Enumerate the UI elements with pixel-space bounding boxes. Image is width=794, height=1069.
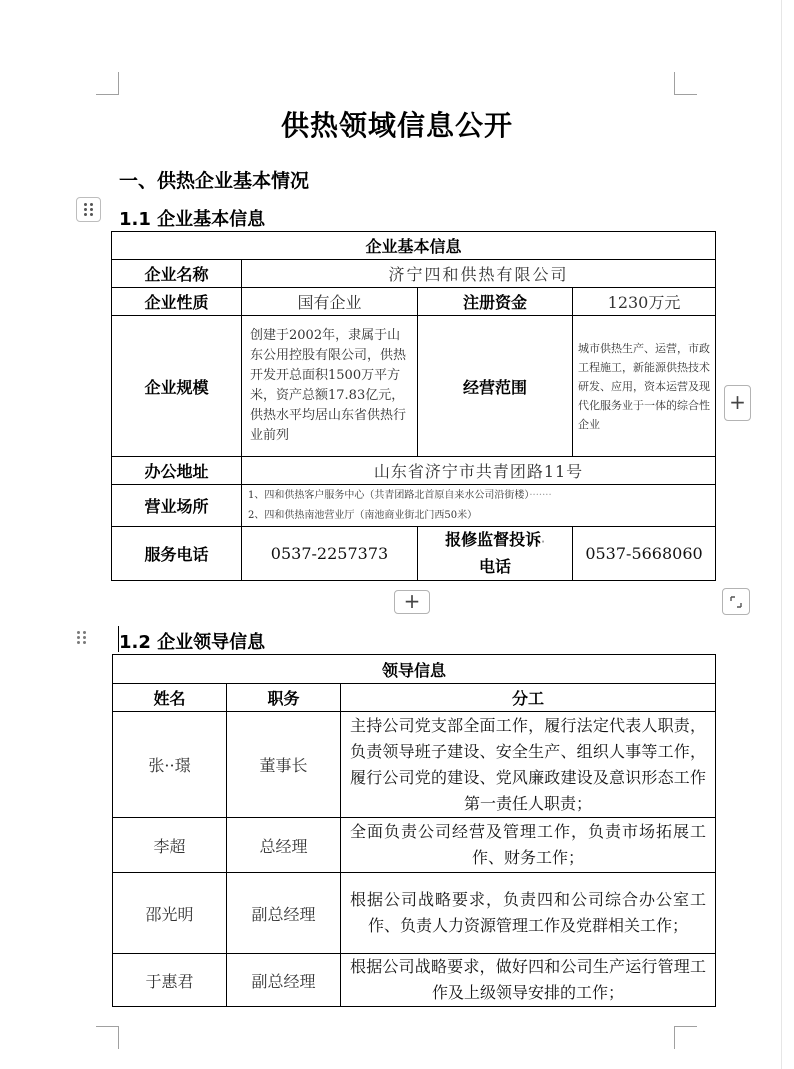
office-address-label: 办公地址 xyxy=(112,457,242,485)
venue-line-1: 1、四和供热客户服务中心（共青团路北首原自来水公司沿街楼）······· xyxy=(248,489,552,501)
business-scope-value: 城市供热生产、运营，市政工程施工，新能源供热技术研发、应用，资本运营及现代化服务业于一体的综合性企业 xyxy=(573,316,716,457)
leader-name: 邵光明 xyxy=(113,873,227,954)
venue-line-2: 2、四和供热南池营业厅（南池商业街北门西50米） xyxy=(248,509,478,521)
page-corner-bottom-left xyxy=(96,1026,119,1049)
leader-title: 董事长 xyxy=(227,712,341,818)
leaders-table xyxy=(112,654,716,1007)
company-name-value: 济宁四和供热有限公司 xyxy=(242,260,716,288)
leader-duty: 根据公司战略要求，做好四和公司生产运行管理工作及上级领导安排的工作； xyxy=(341,954,716,1007)
add-column-icon: + xyxy=(729,390,746,414)
company-scale-label: 企业规模 xyxy=(112,316,242,457)
column-header-duty: 分工 xyxy=(341,684,716,712)
leader-duty: 全面负责公司经营及管理工作，负责市场拓展工作、财务工作； xyxy=(341,818,716,873)
table-resize-icon xyxy=(729,595,743,609)
page-corner-top-left xyxy=(96,72,119,95)
table-title: 企业基本信息 xyxy=(112,232,716,260)
leader-duty: 主持公司党支部全面工作，履行法定代表人职责，负责领导班子建设、安全生产、组织人事等工作，履行公司党的建设、党风廉政建设及意识形态工作第一责任人职责； xyxy=(341,712,716,818)
add-row-button[interactable] xyxy=(394,590,430,614)
leader-duty: 根据公司战略要求，负责四和公司综合办公室工作、负责人力资源管理工作及党群相关工作； xyxy=(341,873,716,954)
business-venue-label: 营业场所 xyxy=(112,485,242,527)
add-row-icon: + xyxy=(403,589,421,613)
basic-info-table xyxy=(111,231,716,581)
leader-name: 李超 xyxy=(113,818,227,873)
leader-name: 张··璟 xyxy=(113,712,227,818)
company-nature-label: 企业性质 xyxy=(112,288,242,316)
service-phone-label: 服务电话 xyxy=(112,527,242,581)
leader-name: 于惠君 xyxy=(113,954,227,1007)
subsection-heading-basic: 1.1 企业基本信息 xyxy=(119,209,266,230)
section-heading: 一、供热企业基本情况 xyxy=(119,170,310,192)
page-corner-bottom-right xyxy=(674,1026,697,1049)
complaint-phone-label: 报修监督投诉· 电话 xyxy=(418,527,573,581)
registered-capital-label: 注册资金 xyxy=(418,288,573,316)
leader-title: 副总经理 xyxy=(227,954,341,1007)
office-address-value: 山东省济宁市共青团路11号 xyxy=(242,457,716,485)
leader-title: 总经理 xyxy=(227,818,341,873)
table-row xyxy=(113,954,716,1007)
table-drag-handle[interactable] xyxy=(76,197,101,222)
subsection-heading-leaders: 1.2 企业领导信息 xyxy=(119,632,266,653)
company-name-label: 企业名称 xyxy=(112,260,242,288)
service-phone-value: 0537-2257373 xyxy=(242,527,418,581)
scrollbar-track[interactable] xyxy=(781,0,794,1069)
page-corner-top-right xyxy=(674,72,697,95)
drag-handle-icon xyxy=(77,631,86,644)
business-scope-label: 经营范围 xyxy=(418,316,573,457)
document-title: 供热领域信息公开 xyxy=(280,109,513,142)
table-row xyxy=(113,873,716,954)
column-header-title: 职务 xyxy=(227,684,341,712)
drag-handle-icon xyxy=(84,203,93,216)
table-row xyxy=(113,818,716,873)
company-nature-value: 国有企业 xyxy=(242,288,418,316)
registered-capital-value: 1230万元 xyxy=(573,288,716,316)
paragraph-drag-handle[interactable] xyxy=(74,627,88,647)
business-venue-value xyxy=(242,485,716,527)
add-column-button[interactable] xyxy=(724,385,751,421)
column-header-name: 姓名 xyxy=(113,684,227,712)
table-resize-button[interactable] xyxy=(722,588,750,615)
company-scale-value: 创建于2002年，隶属于山东公用控股有限公司，供热开发开总面积1500万平方米，资产总额17.83亿元，供热水平均居山东省供热行业前列 xyxy=(242,316,418,457)
leaders-table-title: 领导信息 xyxy=(113,655,716,684)
complaint-phone-value: 0537-5668060 xyxy=(573,527,716,581)
table-row xyxy=(113,712,716,818)
leader-title: 副总经理 xyxy=(227,873,341,954)
